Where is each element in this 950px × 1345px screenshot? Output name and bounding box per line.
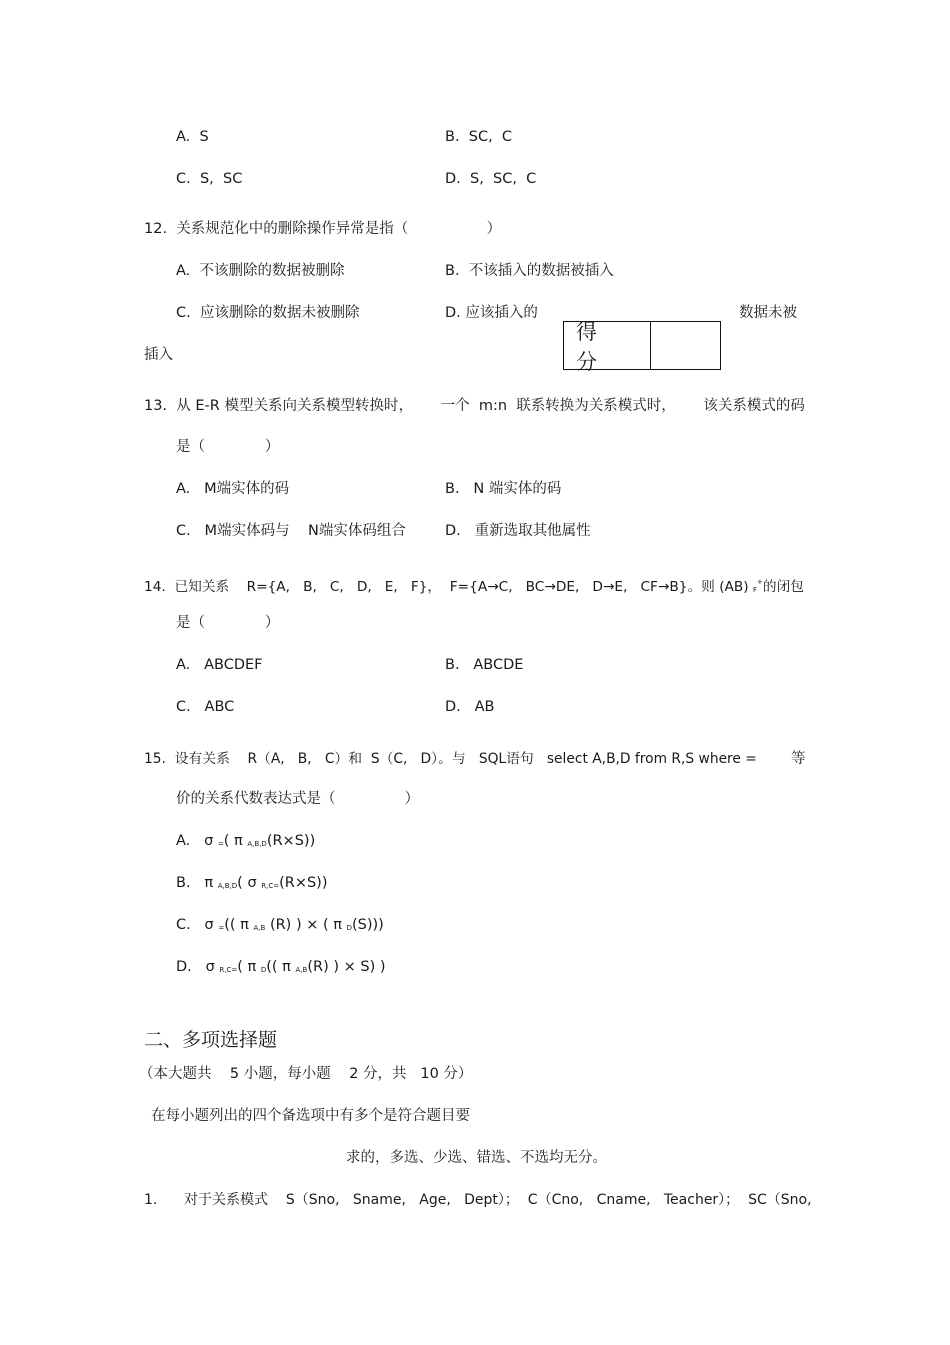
q11-option-d: D. S, SC, C: [445, 171, 537, 187]
q14-stem-tail: 的闭包: [762, 579, 804, 595]
q15-d-mid: ( π: [237, 959, 261, 975]
q12-option-d-wrap: 插入: [144, 347, 173, 363]
q14-option-b: B. ABCDE: [445, 657, 524, 673]
q15-c-pre: C. σ: [176, 917, 219, 933]
q13-option-b: B. N 端实体的码: [445, 481, 562, 497]
q15-c-sub1: =: [218, 924, 225, 932]
q14-superscript: +: [757, 578, 763, 586]
q15-b-sub2: R,C=: [261, 882, 280, 890]
q15-a-sub2: A,B,D: [247, 840, 267, 848]
q15-d-sub2: D: [260, 966, 267, 974]
q15-c-post: (S))): [351, 917, 384, 933]
q13-option-d: D. 重新选取其他属性: [445, 523, 591, 539]
q15-a-mid: ( π: [223, 833, 248, 849]
q15-c-mid2: (R) ) × ( π: [265, 917, 347, 933]
q15-d-post: (R) ) × S) ): [307, 959, 386, 975]
q13-option-c: C. M端实体码与 N端实体码组合: [176, 523, 406, 539]
section2-instructions-line2: 求的，多选、少选、错选、不选均无分。: [346, 1150, 607, 1166]
q15-b-pre: B. π: [176, 875, 218, 891]
q15-a-sub1: =: [217, 840, 224, 848]
q15-stem-line2: 价的关系代数表达式是（ ）: [176, 791, 420, 807]
q15-d-sub3: A,B: [295, 966, 308, 974]
q15-option-b: [176, 874, 328, 895]
q14-stem-line2: 是（ ）: [176, 615, 280, 631]
mq1-stem-line1: 1. 对于关系模式 S（Sno, Sname, Age, Dept）； C（Cno, Cname, Teacher）； SC（Sno,: [144, 1192, 812, 1208]
q12-option-c: C. 应该删除的数据未被删除: [176, 305, 360, 321]
q15-b-sub1: A,B,D: [217, 882, 238, 890]
q12-option-b: B. 不该插入的数据被插入: [445, 263, 614, 279]
q11-option-a: A. S: [176, 129, 209, 145]
q15-a-pre: A. σ: [176, 833, 218, 849]
q12-stem: 12. 关系规范化中的删除操作异常是指（ ）: [144, 221, 502, 237]
section2-heading: 二、多项选择题: [144, 1029, 278, 1051]
q14-option-d: D. AB: [445, 699, 495, 715]
score-value[interactable]: [651, 322, 720, 369]
q13-stem-line1: 13. 从 E-R 模型关系向关系模型转换时， 一个 m:n 联系转换为关系模式时， 该关系模式的码: [144, 398, 805, 414]
q14-option-a: A. ABCDEF: [176, 657, 263, 673]
q15-stem-line1: 15. 设有关系 R（A, B, C）和 S（C, D）。与 SQL语句 select A,B,D from R,S where =: [144, 751, 757, 767]
q15-a-post: (R×S)): [266, 833, 316, 849]
score-box: [563, 319, 721, 374]
q15-c-mid: (( π: [224, 917, 254, 933]
q15-b-mid: ( σ: [237, 875, 262, 891]
q11-option-b: B. SC, C: [445, 129, 513, 145]
q15-d-mid2: (( π: [266, 959, 296, 975]
q14-option-c: C. ABC: [176, 699, 235, 715]
q15-c-sub2: A,B: [253, 924, 266, 932]
section2-note: （本大题共 5 小题，每小题 2 分，共 10 分）: [139, 1066, 473, 1082]
q12-option-d: D. 应该插入的: [445, 305, 538, 321]
q12-option-d-cont: 数据未被: [739, 305, 797, 321]
q15-option-a: [176, 832, 315, 853]
q15-d-sub1: R,C=: [219, 966, 238, 974]
q14-stem-line1: [144, 573, 804, 599]
q14-stem-main: 14. 已知关系 R={A, B, C, D, E, F}， F={A→C, BC→DE, D→E, CF→B}。则 (AB): [144, 579, 749, 595]
q13-stem-line2: 是（ ）: [176, 439, 280, 455]
q15-option-d: [176, 958, 386, 979]
q15-b-post: (R×S)): [279, 875, 328, 891]
q12-option-a: A. 不该删除的数据被删除: [176, 263, 345, 279]
score-label: 得分: [564, 322, 651, 369]
q15-option-c: [176, 916, 384, 937]
q11-option-c: C. S, SC: [176, 171, 243, 187]
q13-option-a: A. M端实体的码: [176, 481, 290, 497]
q15-stem-tail: 等: [791, 751, 806, 767]
q15-d-pre: D. σ: [176, 959, 220, 975]
q15-c-sub3: D: [346, 924, 352, 932]
section2-instructions-line1: 在每小题列出的四个备选项中有多个是符合题目要: [151, 1108, 470, 1124]
q14-subscript: F: [752, 586, 758, 594]
